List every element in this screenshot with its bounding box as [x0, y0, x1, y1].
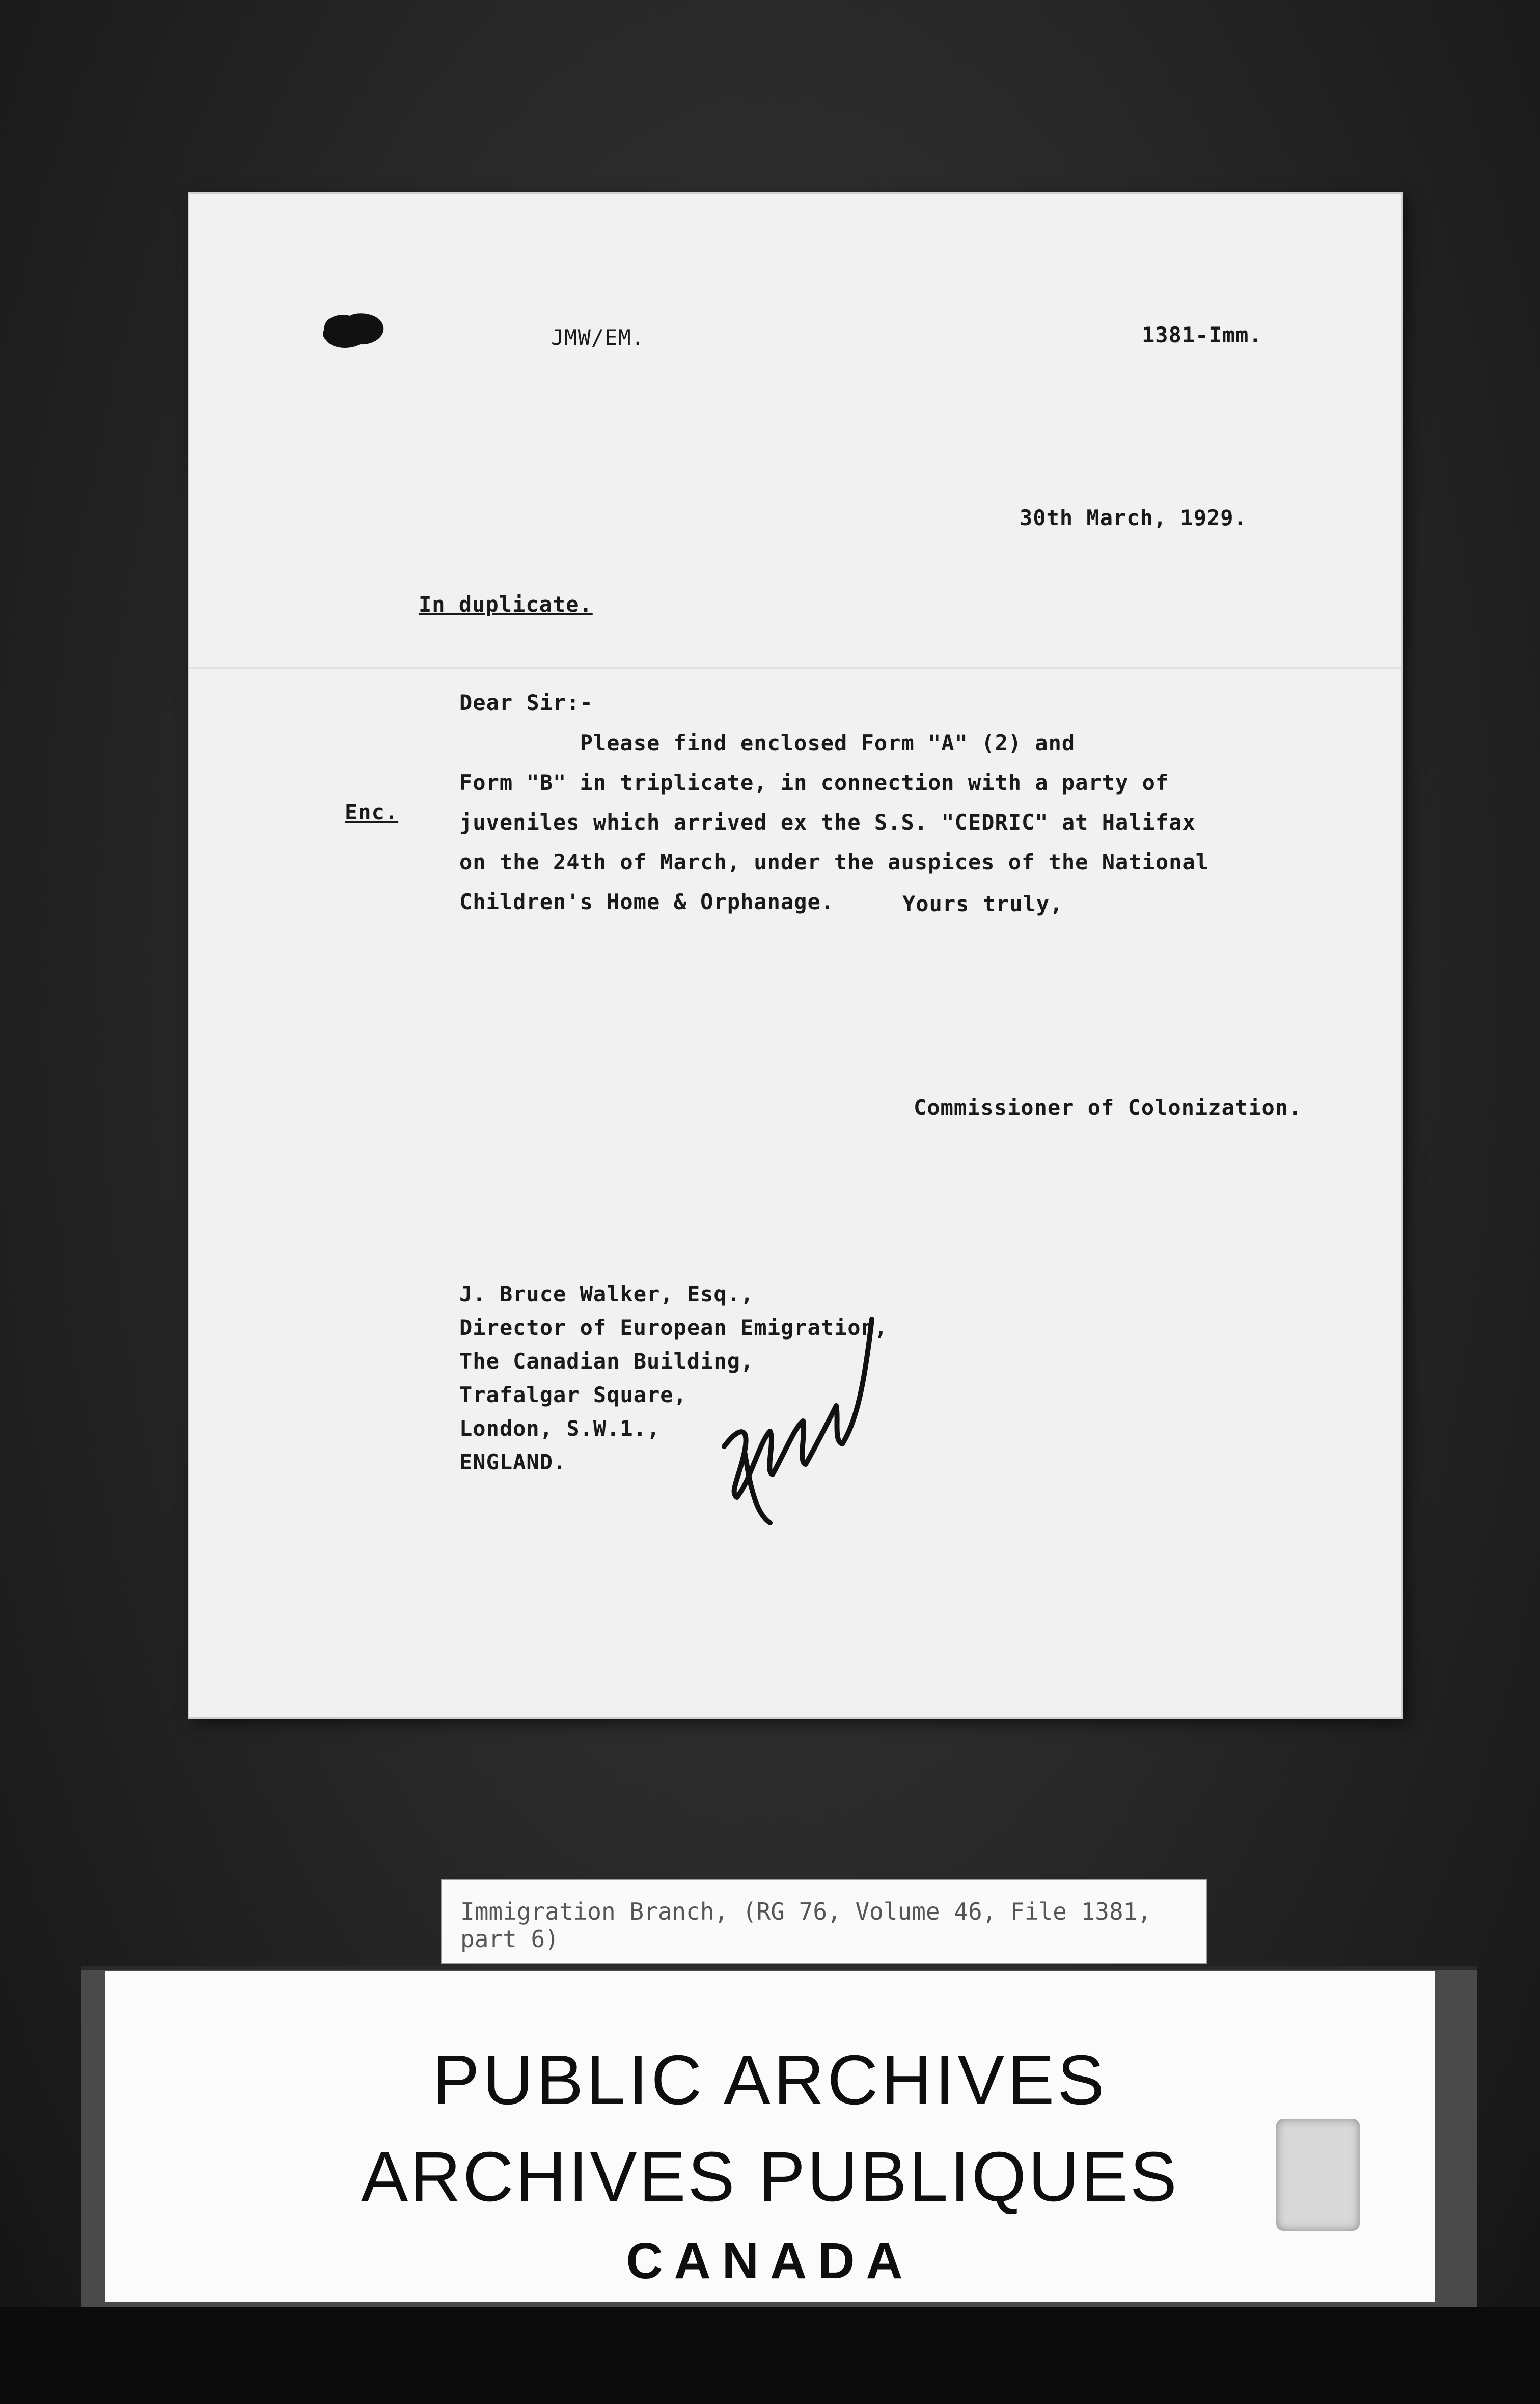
page-fold-line: [189, 667, 1401, 669]
address-line: The Canadian Building,: [459, 1349, 754, 1374]
letter-body: [459, 723, 1209, 922]
scan-bottom-edge: [0, 2307, 1540, 2404]
address-line: ENGLAND.: [459, 1450, 567, 1474]
reference-initials: JMW/EM.: [551, 325, 645, 350]
body-line: Please find enclosed Form "A" (2) and: [459, 730, 1076, 755]
signatory-title: Commissioner of Colonization.: [914, 1095, 1302, 1120]
body-line: Form "B" in triplicate, in connection with a party of: [459, 770, 1169, 795]
letter-page: [189, 194, 1401, 1717]
handwritten-initials-signature: [709, 1299, 882, 1538]
archive-file-label-text: Immigration Branch, (RG 76, Volume 46, File 1381, part 6): [460, 1898, 1152, 1953]
salutation: Dear Sir:-: [459, 690, 593, 715]
body-line: Children's Home & Orphanage.: [459, 889, 835, 914]
binder-clip: [1276, 2119, 1360, 2231]
archive-plate: [105, 1971, 1435, 2302]
file-reference: 1381-Imm.: [1142, 322, 1262, 347]
plate-line-3: CANADA: [626, 2232, 914, 2289]
closing: Yours truly,: [902, 891, 1063, 916]
address-line: Director of European Emigration,: [459, 1315, 888, 1340]
copy-note: In duplicate.: [419, 592, 593, 617]
plate-line-1: PUBLIC ARCHIVES: [432, 2041, 1108, 2119]
address-line: J. Bruce Walker, Esq.,: [459, 1281, 754, 1306]
archive-file-label: [441, 1879, 1207, 1964]
ink-blot-mark: [318, 309, 390, 352]
address-line: London, S.W.1.,: [459, 1416, 661, 1441]
address-line: Trafalgar Square,: [459, 1382, 687, 1407]
body-line: juveniles which arrived ex the S.S. "CEDRIC" at Halifax: [459, 810, 1196, 835]
enclosure-note: Enc.: [345, 800, 399, 825]
plate-line-2: ARCHIVES PUBLIQUES: [361, 2138, 1179, 2216]
letter-date: 30th March, 1929.: [1020, 505, 1247, 530]
body-line: on the 24th of March, under the auspices of the National: [459, 850, 1209, 875]
